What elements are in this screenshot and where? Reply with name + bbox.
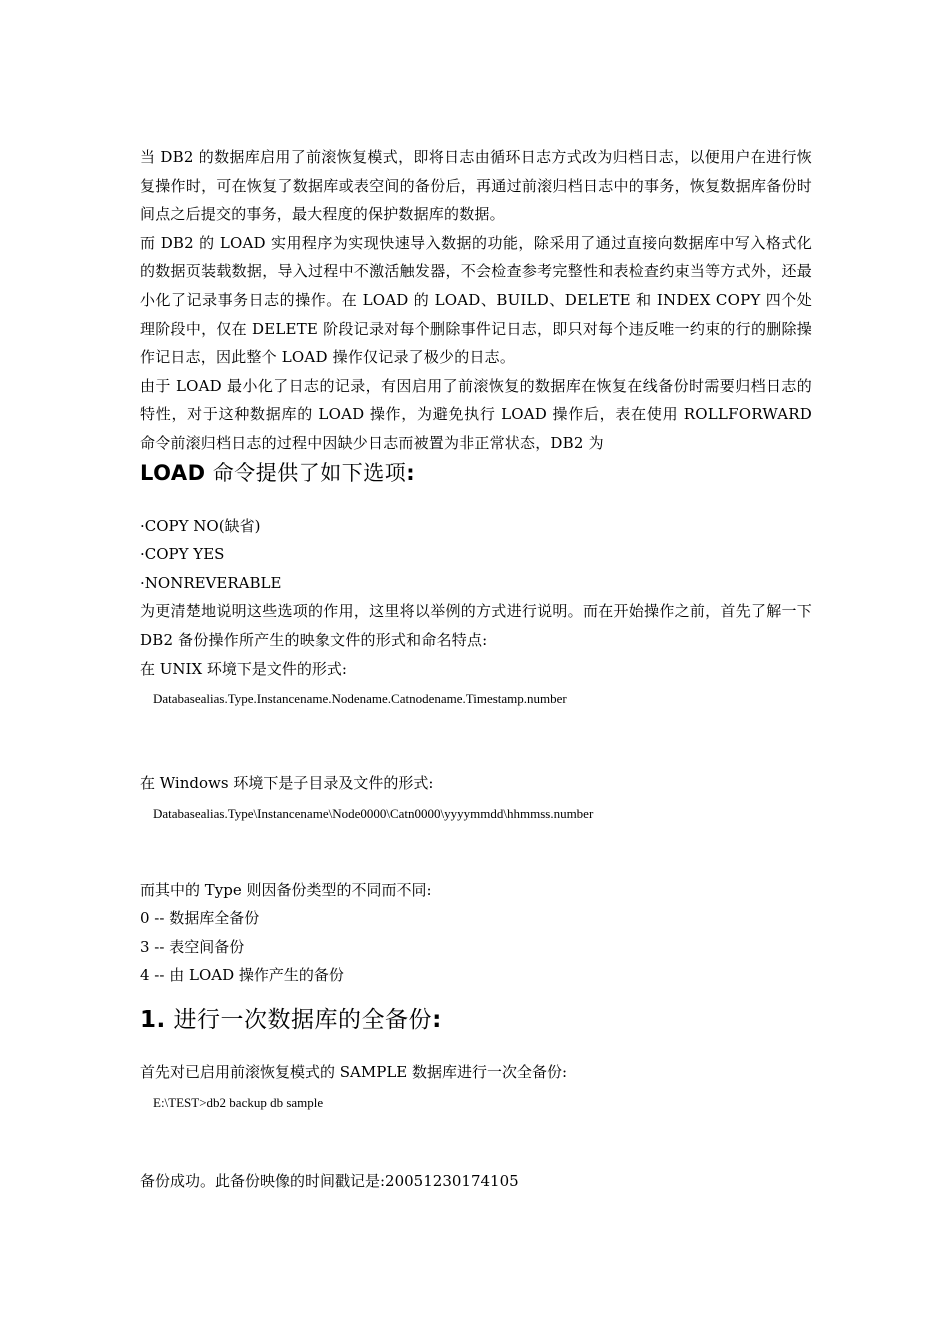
backup-result: 备份成功。此备份映像的时间戳记是:20051230174105 bbox=[140, 1171, 519, 1190]
explain-paragraph: 为更清楚地说明这些选项的作用，这里将以举例的方式进行说明。而在开始操作之前，首先了解一下 DB2 备份操作所产生的映象文件的形式和命名特点: bbox=[140, 602, 812, 649]
intro-paragraph-2: 而 DB2 的 LOAD 实用程序为实现快速导入数据的功能，除采用了通过直接向数据库中写入格式化的数据页装载数据，导入过程中不激活触发器，不会检查参考完整性和表检查约束当等方式外，还最小化了记录事务日志的操作。在 LOAD 的 LOAD、BUILD、DELETE 和 INDEX COPY 四个处理阶段中，仅在 DELETE 阶段记录对每个删除事件记日志，即只对每个违反唯一约束的行的删除操作记日志，因此整个 LOAD 操作仅记录了极少的日志。 bbox=[140, 233, 812, 367]
intro-paragraph-3: 由于 LOAD 最小化了日志的记录，有因启用了前滚恢复的数据库在恢复在线备份时需要归档日志的特性，对于这种数据库的 LOAD 操作，为避免执行 LOAD 操作后，表在使用 ROLLFORWARD 命令前滚归档日志的过程中因缺少日志而被置为非正常状态，DB2 为 bbox=[140, 376, 812, 452]
type-label: 而其中的 Type 则因备份类型的不同而不同: bbox=[140, 880, 432, 899]
section-1-intro: 首先对已启用前滚恢复模式的 SAMPLE 数据库进行一次全备份: bbox=[140, 1063, 568, 1082]
load-options-heading bbox=[140, 456, 812, 490]
option-nonreverable: ·NONREVERABLE bbox=[140, 573, 282, 592]
unix-file-format: Databasealias.Type.Instancename.Nodename.Catnodename.Timestamp.number bbox=[153, 691, 567, 707]
type-item-load: 4 -- 由 LOAD 操作产生的备份 bbox=[140, 966, 344, 985]
section-1-number: 1. bbox=[140, 1007, 166, 1034]
section-1-title: 进行一次数据库的全备份 bbox=[165, 1007, 433, 1034]
option-copy-no: ·COPY NO(缺省) bbox=[140, 516, 261, 535]
option-copy-yes: ·COPY YES bbox=[140, 545, 225, 564]
document-page bbox=[140, 143, 812, 1195]
load-keyword: LOAD bbox=[140, 460, 206, 485]
load-options-heading-colon: : bbox=[406, 460, 416, 485]
section-1-colon: : bbox=[432, 1007, 442, 1034]
section-1-heading bbox=[140, 1002, 812, 1038]
type-item-tablespace: 3 -- 表空间备份 bbox=[140, 937, 245, 956]
windows-label: 在 Windows 环境下是子目录及文件的形式: bbox=[140, 774, 434, 793]
windows-file-format: Databasealias.Type\Instancename\Node0000\Catn0000\yyyymmdd\hhmmss.number bbox=[153, 805, 594, 821]
intro-paragraph-1: 当 DB2 的数据库启用了前滚恢复模式，即将日志由循环日志方式改为归档日志，以便用户在进行恢复操作时，可在恢复了数据库或表空间的备份后，再通过前滚归档日志中的事务，恢复数据库备份时间点之后提交的事务，最大程度的保护数据库的数据。 bbox=[140, 148, 812, 224]
load-options-heading-text: 命令提供了如下选项 bbox=[205, 460, 407, 485]
unix-label: 在 UNIX 环境下是文件的形式: bbox=[140, 659, 347, 678]
backup-command: E:\TEST>db2 backup db sample bbox=[153, 1094, 324, 1110]
type-item-full: 0 -- 数据库全备份 bbox=[140, 909, 260, 928]
